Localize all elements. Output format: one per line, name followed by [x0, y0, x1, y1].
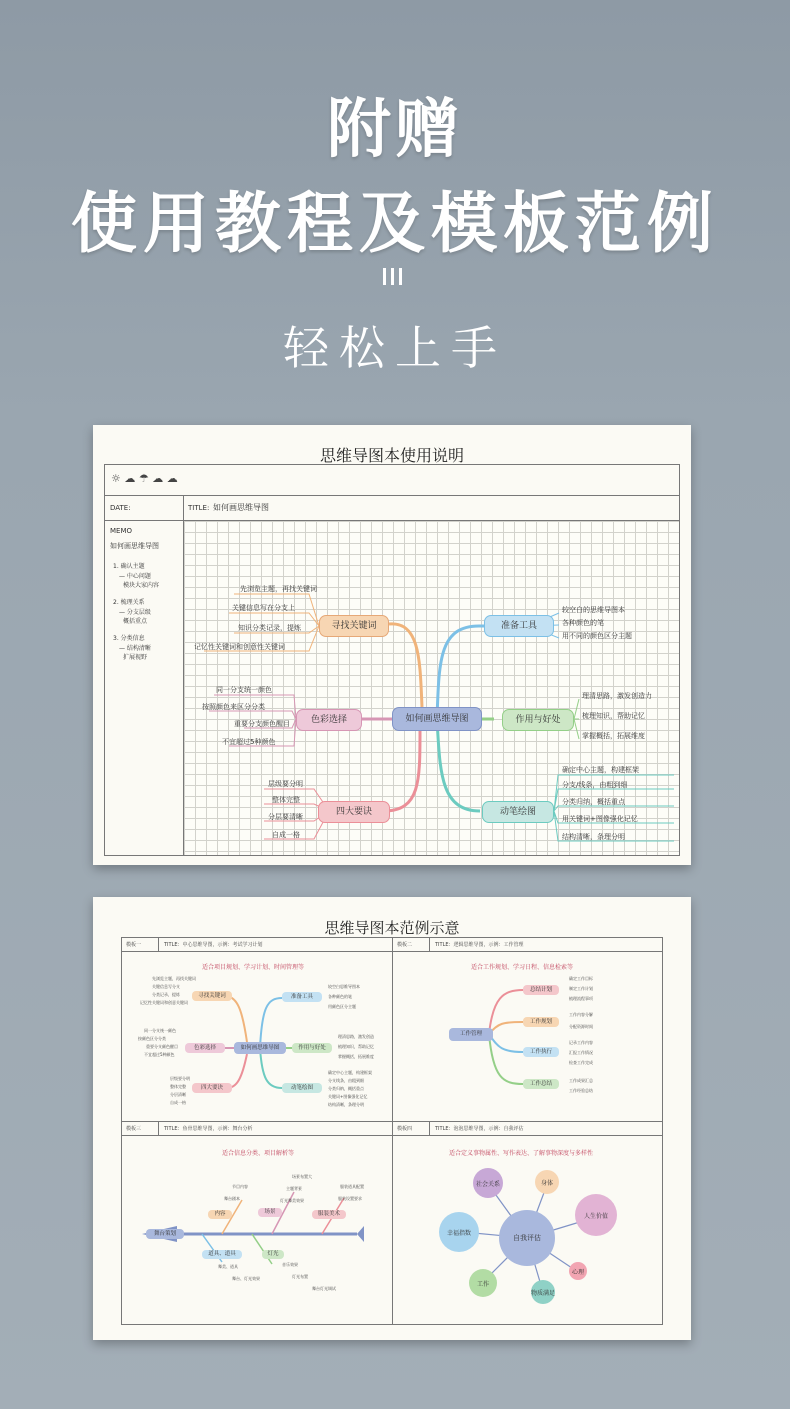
panel-subtitle: 适合定义事物属性、写作表达、了解事物深度与多样性	[449, 1150, 594, 1157]
memo-label: MEMO	[110, 527, 133, 535]
panel1-node: 作用与好处	[292, 1043, 332, 1053]
leaf: 服装道具配置	[340, 1184, 364, 1189]
memo-line: 扩展视野	[123, 654, 148, 661]
title-label: TITLE:	[188, 504, 210, 512]
branch-keywords: 寻找关键词	[319, 615, 389, 637]
leaf: 节目内容	[232, 1184, 248, 1189]
leaf: 重要分支颜色醒目	[234, 720, 290, 728]
leaf: 分支/线条，由粗到细	[562, 781, 628, 789]
leaf: 制定工作计划	[569, 986, 593, 991]
template-panel-4	[393, 1122, 662, 1324]
leaf: 场景布置大	[292, 1174, 312, 1179]
date-label: DATE:	[110, 504, 131, 512]
panel-title: TITLE：逻辑思维导图，示例：工作管理	[435, 942, 524, 948]
leaf: 分配资源时间	[569, 1024, 593, 1029]
leaf: 汇报工作情况	[569, 1050, 593, 1055]
leaf: 舞台剧本	[224, 1196, 240, 1201]
panel-tag: 模板四	[397, 1126, 413, 1132]
branch-benefits: 作用与好处	[502, 709, 574, 731]
leaf: 按照颜色来区分分类	[202, 703, 265, 711]
leaf: 梳理知识，帮助记忆	[582, 712, 645, 720]
leaf: 整体完整	[272, 796, 300, 804]
template-frame	[121, 937, 663, 1325]
leaf: 整体完整	[170, 1084, 186, 1089]
template-examples-title: 思维导图本范例示意	[324, 919, 460, 937]
panel1-node: 准备工具	[282, 992, 322, 1002]
leaf: 较空白思维导图本	[328, 984, 360, 989]
leaf: 舞台灯光调试	[312, 1286, 336, 1291]
fishbone-node: 道具、道具	[202, 1250, 242, 1259]
leaf: 重要分支颜色醒目	[146, 1044, 178, 1049]
branch-drawing: 动笔绘图	[482, 801, 554, 823]
leaf: 关键信息写在分支上	[232, 604, 295, 612]
title-value: 如何画思维导图	[213, 503, 269, 512]
leaf: 先浏览主题，再找关键词	[152, 976, 196, 981]
bubble-node: 人生价值	[575, 1194, 617, 1236]
panel-title: TITLE：中心思维导图，示例：考试学习计划	[164, 942, 263, 948]
leaf: 理清思路，激发创造力	[582, 692, 652, 700]
bubble-node: 工作	[469, 1269, 497, 1297]
bubble-node: 物质满足	[531, 1280, 555, 1304]
leaf: 梳理流程事项	[569, 996, 593, 1001]
leaf: 关键信息写分支	[152, 984, 180, 989]
memo-line: — 分支层级	[119, 609, 151, 616]
leaf: 掌握概括，拓展维度	[338, 1054, 374, 1059]
branch-four-tips: 四大要诀	[318, 801, 390, 823]
panel2-node: 工作规划	[523, 1017, 559, 1027]
memo-column	[105, 521, 184, 855]
template-panel-3	[122, 1122, 392, 1324]
panel1-node: 动笔绘图	[282, 1083, 322, 1093]
leaf: 舞台、灯光效果	[232, 1276, 260, 1281]
divider-bars-icon	[383, 268, 407, 288]
grid-area	[184, 521, 679, 855]
leaf: 梳理知识，帮助记忆	[338, 1044, 374, 1049]
bubble-node: 身体	[535, 1170, 559, 1194]
leaf: 记忆性关键词和创意性关键词	[194, 643, 285, 651]
leaf: 灯光舞美效果	[280, 1198, 304, 1203]
notebook-frame	[104, 464, 680, 856]
leaf: 记录工作内容	[569, 1040, 593, 1045]
leaf: 同一分支统一颜色	[216, 686, 272, 694]
leaf: 关键词+图像强化记忆	[328, 1094, 368, 1099]
leaf: 分类归纳，概括重点	[562, 798, 625, 806]
memo-line: 如何画思维导图	[110, 542, 159, 550]
usage-guide-title: 思维导图本使用说明	[319, 446, 464, 465]
date-title-row	[105, 496, 679, 521]
panel2-branches	[393, 938, 662, 1121]
template-panel-1	[122, 938, 392, 1121]
leaf: 结构清晰，条理分明	[328, 1102, 364, 1107]
branch-colors: 色彩选择	[296, 709, 362, 731]
leaf: 服装设置要求	[338, 1196, 362, 1201]
leaf: 各种颜色的笔	[562, 619, 604, 627]
leaf: 结构清晰，条理分明	[562, 833, 625, 841]
panel-subtitle: 适合工作规划、学习日程、信息检索等	[471, 964, 574, 971]
leaf: 分层要清晰	[268, 813, 303, 821]
panel-tag: 模板一	[126, 942, 142, 948]
panel2-node: 工作总结	[523, 1079, 559, 1089]
leaf: 较空白的思维导图本	[562, 606, 625, 614]
leaf: 先浏览主题，再找关键词	[240, 585, 317, 593]
leaf: 用关键词+图像强化记忆	[562, 815, 638, 823]
leaf: 确定工作目标	[569, 976, 593, 981]
leaf: 各种颜色的笔	[328, 994, 352, 999]
leaf: 确定中心主题，构建框架	[562, 766, 639, 774]
bubble-node: 社会关系	[473, 1168, 503, 1198]
leaf: 自成一格	[272, 831, 300, 839]
leaf: 舞美、道具	[218, 1264, 238, 1269]
fishbone-node: 灯光	[262, 1250, 284, 1259]
leaf: 层级要分明	[268, 780, 303, 788]
hero-title-gift: 附赠	[327, 93, 463, 167]
center-node: 如何画思维导图	[392, 707, 482, 731]
hero-title-main: 使用教程及模板范例	[71, 185, 719, 262]
memo-line: — 结构清晰	[119, 645, 151, 652]
fishbone-node: 场景	[258, 1208, 282, 1217]
panel2-center: 工作管理	[449, 1028, 493, 1041]
leaf: 主题背景	[286, 1186, 302, 1191]
memo-line: 概括重点	[123, 618, 148, 625]
template-examples-card	[93, 897, 691, 1340]
leaf: 工作成果汇总	[569, 1078, 593, 1083]
leaf: 分类记录，提炼	[152, 992, 180, 997]
panel-title: TITLE：泡泡思维导图，示例：自我评估	[435, 1126, 524, 1132]
memo-line: 3. 分类信息	[113, 635, 145, 642]
panel1-node: 四大要诀	[192, 1083, 232, 1093]
leaf: 层级要分明	[170, 1076, 190, 1081]
leaf: 掌握概括，拓展维度	[582, 732, 645, 740]
weather-row	[105, 465, 679, 496]
leaf: 记忆性关键词和创意关键词	[140, 1000, 188, 1005]
leaf: 不宜超过5种颜色	[222, 738, 276, 746]
memo-line: 2. 梳理关系	[113, 599, 145, 606]
leaf: 用不同的颜色区分主题	[562, 632, 632, 640]
panel1-node: 寻找关键词	[192, 991, 232, 1001]
leaf: 灯光布置	[292, 1274, 308, 1279]
hero-subtitle: 轻松上手	[283, 321, 507, 375]
memo-line: 模块大家内容	[123, 582, 160, 589]
fishbone-diagram	[122, 1122, 392, 1324]
branch-tools: 准备工具	[484, 615, 554, 637]
leaf: 自成一格	[170, 1100, 186, 1105]
weather-icons: ☼ ☁ ☂ ☁ ☁	[111, 472, 178, 485]
leaf: 不宜超过5种颜色	[144, 1052, 175, 1057]
bubble-center: 自我评估	[499, 1210, 555, 1266]
panel-title: TITLE：鱼骨思维导图，示例：舞台分析	[164, 1126, 253, 1132]
leaf: 确定中心主题，构建框架	[328, 1070, 372, 1075]
bubble-node: 心理	[569, 1262, 587, 1280]
leaf: 分层清晰	[170, 1092, 186, 1097]
leaf: 音乐效果	[282, 1262, 298, 1267]
leaf: 分类归纳，概括重点	[328, 1086, 364, 1091]
leaf: 按颜色区分分类	[138, 1036, 166, 1041]
leaf: 用颜色区分主题	[328, 1004, 356, 1009]
leaf: 工作内容分解	[569, 1012, 593, 1017]
leaf: 同一分支统一颜色	[144, 1028, 176, 1033]
fishbone-head: 舞台策划	[146, 1229, 184, 1239]
panel-subtitle: 适合项目规划、学习计划、时间管理等	[202, 964, 305, 971]
leaf: 分支线条，由粗到细	[328, 1078, 364, 1083]
bubble-node: 幸福指数	[439, 1212, 479, 1252]
fishbone-node: 内容	[208, 1210, 232, 1219]
panel2-node: 工作执行	[523, 1047, 559, 1057]
leaf: 工作经验总结	[569, 1088, 593, 1093]
panel-subtitle: 适合信息分类、项目解析等	[222, 1150, 295, 1157]
template-panel-2	[393, 938, 662, 1121]
panel1-center: 如何画思维导图	[234, 1042, 286, 1054]
leaf: 检查工作完成	[569, 1060, 593, 1065]
leaf: 知识分类记录，提炼	[238, 624, 301, 632]
leaf: 理清思路，激发创造	[338, 1034, 374, 1039]
panel1-node: 色彩选择	[185, 1043, 225, 1053]
memo-line: 1. 确认主题	[113, 563, 145, 570]
panel-tag: 模板三	[126, 1126, 142, 1132]
usage-guide-card	[93, 425, 691, 865]
panel2-node: 总结计划	[523, 985, 559, 995]
memo-line: — 中心问题	[119, 573, 151, 580]
fishbone-node: 服装美术	[312, 1210, 346, 1219]
panel-tag: 模板二	[397, 942, 413, 948]
